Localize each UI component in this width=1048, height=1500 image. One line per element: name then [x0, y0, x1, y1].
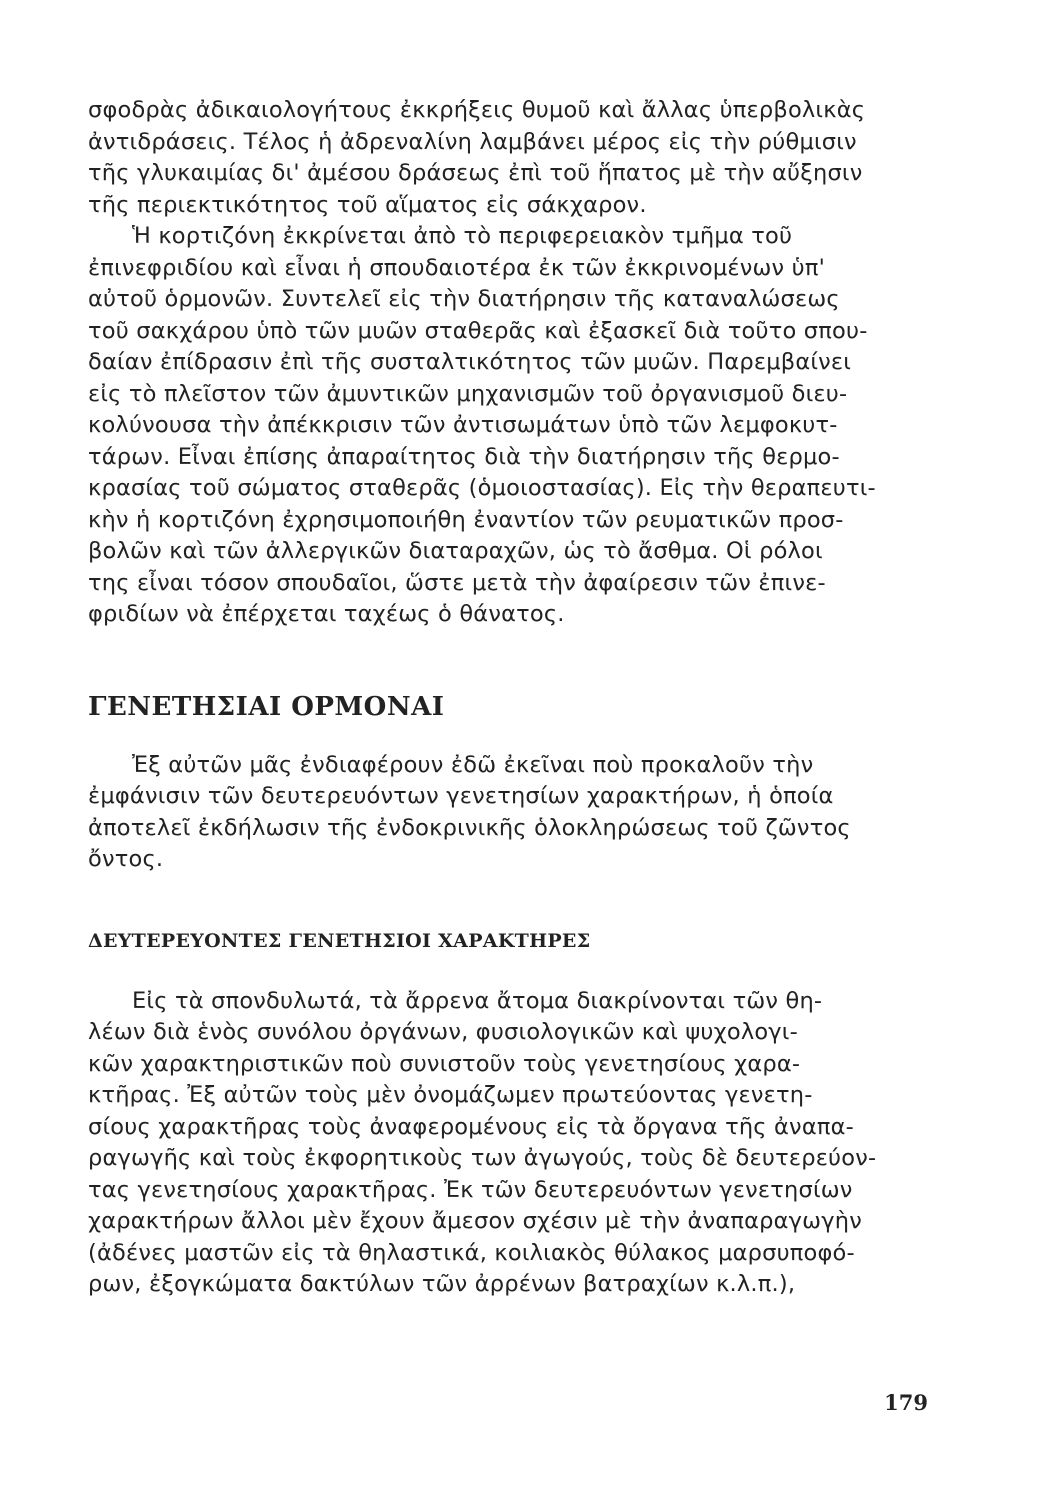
text-line: ἐμφάνισιν τῶν δευτερευόντων γενετησίων χαρακτήρων, ἡ ὁποία: [88, 783, 834, 809]
text-line: εἰς τὸ πλεῖστον τῶν ἀμυντικῶν μηχανισμῶν τοῦ ὀργανισμοῦ διευ-: [88, 380, 848, 407]
text-line: δαίαν ἐπίδρασιν ἐπὶ τῆς συσταλτικότητος τῶν μυῶν. Παρεμβαίνει: [88, 349, 852, 375]
text-line: ρων, ἐξογκώματα δακτύλων τῶν ἀρρένων βατραχίων κ.λ.π.),: [88, 1271, 796, 1297]
text-line: Ἡ κορτιζόνη ἐκκρίνεται ἀπὸ τὸ περιφερειακὸν τμῆμα τοῦ: [132, 223, 793, 249]
paragraph-3: [88, 750, 928, 876]
text-line: τας γενετησίους χαρακτῆρας. Ἐκ τῶν δευτερευόντων γενετησίων: [88, 1176, 853, 1203]
text-line: (ἀδένες μαστῶν εἰς τὰ θηλαστικά, κοιλιακὸς θύλακος μαρσυποφό-: [88, 1239, 855, 1266]
text-line: ἀντιδράσεις. Τέλος ἡ ἀδρεναλίνη λαμβάνει μέρος εἰς τὴν ρύθμισιν: [88, 128, 857, 155]
text-line: Εἰς τὰ σπονδυλωτά, τὰ ἄρρενα ἄτομα διακρίνονται τῶν θη-: [132, 987, 823, 1014]
text-line: φριδίων νὰ ἐπέρχεται ταχέως ὁ θάνατος.: [88, 601, 565, 627]
text-line: τάρων. Εἶναι ἐπίσης ἀπαραίτητος διὰ τὴν διατήρησιν τῆς θερμο-: [88, 443, 840, 470]
text-line: σφοδρὰς ἀδικαιολογήτους ἐκκρήξεις θυμοῦ καὶ ἄλλας ὑπερβολικὰς: [88, 97, 866, 123]
text-line: αὐτοῦ ὁρμονῶν. Συντελεῖ εἰς τὴν διατήρησιν τῆς καταναλώσεως: [88, 286, 840, 312]
text-line: χαρακτήρων ἄλλοι μὲν ἔχουν ἄμεσον σχέσιν μὲ τὴν ἀναπαραγωγὴν: [88, 1208, 862, 1234]
text-line: κρασίας τοῦ σώματος σταθερᾶς (ὁμοιοστασίας). Εἰς τὴν θεραπευτι-: [88, 475, 876, 501]
text-line: κολύνουσα τὴν ἀπέκκρισιν τῶν ἀντισωμάτων ὑπὸ τῶν λεμφοκυτ-: [88, 412, 838, 438]
text-line: ἐπινεφριδίου καὶ εἶναι ἡ σπουδαιοτέρα ἐκ τῶν ἐκκρινομένων ὑπ': [88, 254, 826, 281]
text-line: της εἶναι τόσον σπουδαῖοι, ὥστε μετὰ τὴν ἀφαίρεσιν τῶν ἐπινε-: [88, 569, 826, 596]
paragraph-4: [88, 986, 928, 1301]
book-page: [88, 95, 928, 1415]
text-line: ἀποτελεῖ ἐκδήλωσιν τῆς ἐνδοκρινικῆς ὁλοκληρώσεως τοῦ ζῶντος: [88, 814, 851, 841]
page-number: 179: [884, 1390, 928, 1415]
text-line: Ἐξ αὐτῶν μᾶς ἐνδιαφέρουν ἐδῶ ἐκεῖναι ποὺ προκαλοῦν τὴν: [132, 751, 814, 778]
text-line: κὴν ἡ κορτιζόνη ἐχρησιμοποιήθη ἐναντίον τῶν ρευματικῶν προσ-: [88, 506, 844, 533]
text-line: τοῦ σακχάρου ὑπὸ τῶν μυῶν σταθερᾶς καὶ ἐξασκεῖ διὰ τοῦτο σπου-: [88, 317, 868, 344]
text-line: κτῆρας. Ἐξ αὐτῶν τοὺς μὲν ὀνομάζωμεν πρωτεύοντας γενετη-: [88, 1082, 813, 1108]
section-heading-genetisiai-ormonai: ΓΕΝΕΤΗΣΙΑΙ ΟΡΜΟΝΑΙ: [88, 691, 445, 722]
text-line: κῶν χαρακτηριστικῶν ποὺ συνιστοῦν τοὺς γενετησίους χαρα-: [88, 1050, 801, 1077]
paragraph-2: [88, 221, 928, 631]
text-line: σίους χαρακτῆρας τοὺς ἀναφερομένους εἰς τὰ ὄργανα τῆς ἀναπα-: [88, 1113, 854, 1140]
text-line: τῆς περιεκτικότητος τοῦ αἵματος εἰς σάκχαρον.: [88, 191, 647, 218]
text-line: τῆς γλυκαιμίας δι' ἀμέσου δράσεως ἐπὶ τοῦ ἥπατος μὲ τὴν αὔξησιν: [88, 160, 863, 186]
paragraph-1: [88, 95, 928, 221]
text-line: λέων διὰ ἑνὸς συνόλου ὀργάνων, φυσιολογικῶν καὶ ψυχολογι-: [88, 1019, 798, 1045]
text-line: ραγωγῆς καὶ τοὺς ἐκφορητικοὺς των ἀγωγούς, τοὺς δὲ δευτερεύον-: [88, 1145, 877, 1171]
text-line: ὄντος.: [88, 846, 164, 872]
section-heading-deutereuontes: ΔΕΥΤΕΡΕΥΟΝΤΕΣ ΓΕΝΕΤΗΣΙΟΙ ΧΑΡΑΚΤΗΡΕΣ: [88, 929, 591, 952]
text-line: βολῶν καὶ τῶν ἀλλεργικῶν διαταραχῶν, ὡς τὸ ἄσθμα. Οἱ ρόλοι: [88, 538, 823, 564]
